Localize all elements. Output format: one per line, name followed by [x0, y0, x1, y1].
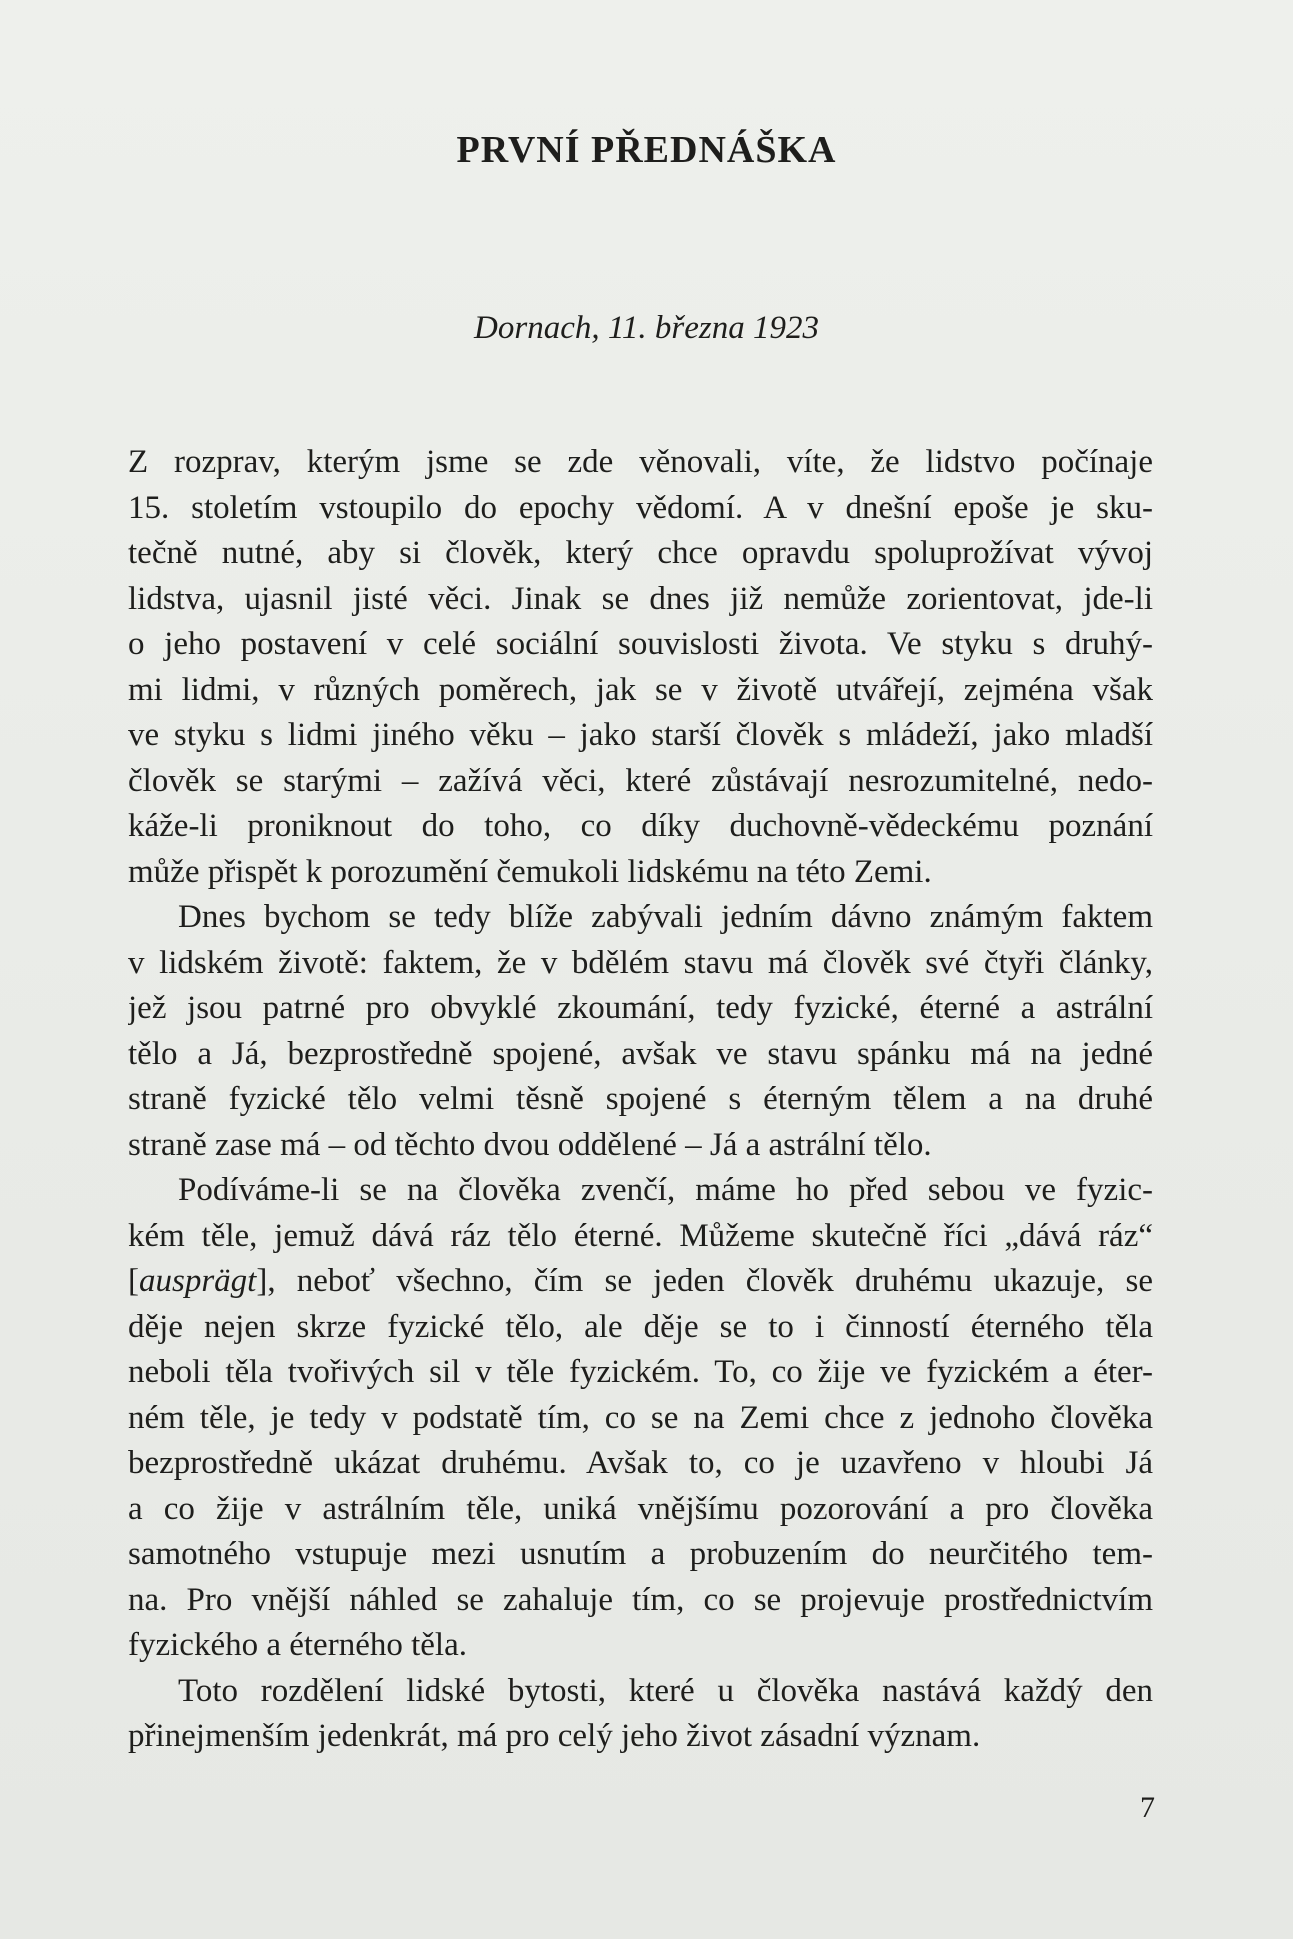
- text-line: Dnes bychom se tedy blíže zabývali jedním dávno známým faktem: [178, 899, 1153, 935]
- paragraph-1: [128, 440, 1153, 895]
- text-line: bezprostředně ukázat druhému. Avšak to, co je uzavřeno v hloubi Já: [128, 1445, 1153, 1481]
- text-line: samotného vstupuje mezi usnutím a probuzením do neurčitého tem-: [128, 1536, 1153, 1572]
- text-line: může přispět k porozumění čemukoli lidskému na této Zemi.: [128, 853, 932, 890]
- text-line: na. Pro vnější náhled se zahaluje tím, co se projevuje prostřednictvím: [128, 1581, 1153, 1618]
- text-line: neboli těla tvořivých sil v těle fyzickém. To, co žije ve fyzickém a éter-: [128, 1354, 1153, 1390]
- text-line: ném těle, je tedy v podstatě tím, co se na Zemi chce z jednoho člověka: [128, 1399, 1153, 1436]
- dateline: Dornach, 11. března 1923: [474, 310, 819, 346]
- text-line: ve styku s lidmi jiného věku – jako starší člověk s mládeží, jako mladší: [128, 717, 1153, 753]
- text-line: [ausprägt], neboť všechno, čím se jeden člověk druhému ukazuje, se: [128, 1263, 1153, 1299]
- text-line: tělo a Já, bezprostředně spojené, avšak ve stavu spánku má na jedné: [128, 1035, 1153, 1072]
- text-line: člověk se starými – zažívá věci, které zůstávají nesrozumitelné, nedo-: [128, 762, 1153, 799]
- text-line: mi lidmi, v různých poměrech, jak se v životě utvářejí, zejména však: [128, 671, 1153, 708]
- text-line: tečně nutné, aby si člověk, který chce opravdu spoluprožívat vývoj: [128, 535, 1153, 571]
- text-line: kém těle, jemuž dává ráz tělo éterné. Můžeme skutečně říci „dává ráz“: [128, 1217, 1153, 1254]
- body-text: [128, 440, 1153, 1760]
- text-line: Toto rozdělení lidské bytosti, které u člověka nastává každý den: [178, 1672, 1153, 1709]
- text-line: přinejmenším jedenkrát, má pro celý jeho život zásadní význam.: [128, 1718, 981, 1754]
- text-line: straně fyzické tělo velmi těsně spojené s éterným tělem a na druhé: [128, 1081, 1153, 1117]
- text-line: v lidském životě: faktem, že v bdělém stavu má člověk své čtyři články,: [128, 944, 1153, 981]
- text-line: káže-li proniknout do toho, co díky duchovně-vědeckému poznání: [128, 808, 1153, 844]
- text-line: děje nejen skrze fyzické tělo, ale děje se to i činností éterného těla: [128, 1308, 1153, 1345]
- paragraph-3: [128, 1168, 1153, 1669]
- paragraph-4: [128, 1669, 1153, 1760]
- text-line: lidstva, ujasnil jisté věci. Jinak se dnes již nemůže zorientovat, jde-li: [128, 580, 1153, 617]
- text-line: a co žije v astrálním těle, uniká vnějšímu pozorování a pro člověka: [128, 1490, 1153, 1527]
- page-number: 7: [1140, 1791, 1155, 1824]
- paragraph-2: [128, 895, 1153, 1168]
- chapter-title: PRVNÍ PŘEDNÁŠKA: [456, 129, 837, 171]
- text-line: Z rozprav, kterým jsme se zde věnovali, víte, že lidstvo počínaje: [128, 444, 1153, 480]
- text-line: o jeho postavení v celé sociální souvislosti života. Ve styku s druhý-: [128, 626, 1153, 662]
- text-line: Podíváme-li se na člověka zvenčí, máme ho před sebou ve fyzic-: [178, 1172, 1153, 1208]
- text-line: straně zase má – od těchto dvou oddělené – Já a astrální tělo.: [128, 1126, 932, 1163]
- text-line: fyzického a éterného těla.: [128, 1627, 467, 1663]
- text-line: 15. stoletím vstoupilo do epochy vědomí. A v dnešní epoše je sku-: [128, 489, 1153, 526]
- text-line: jež jsou patrné pro obvyklé zkoumání, tedy fyzické, éterné a astrální: [128, 990, 1153, 1026]
